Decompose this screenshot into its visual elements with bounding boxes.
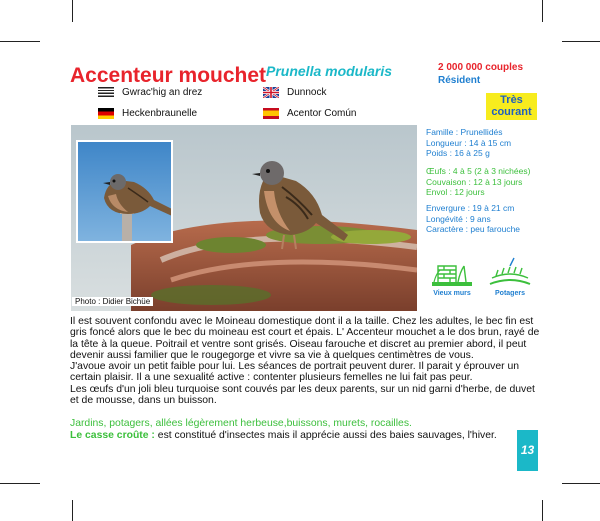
crop-mark xyxy=(0,41,40,42)
population: 2 000 000 couples xyxy=(438,62,524,73)
fact-item: Longévité : 9 ans xyxy=(426,213,491,224)
species-title: Accenteur mouchet xyxy=(70,64,267,87)
crop-mark xyxy=(562,483,600,484)
translation-label: Acentor Común xyxy=(287,108,357,119)
translation-spanish xyxy=(263,108,356,119)
fact-item: Couvaison : 12 à 13 jours xyxy=(426,176,523,187)
abundance-badge: Très courant xyxy=(486,93,537,120)
fact-item: Poids : 16 à 25 g xyxy=(426,148,490,158)
translation-german xyxy=(98,108,197,119)
inset-photo xyxy=(76,140,173,243)
photo-credit: Photo : Didier Bichüe xyxy=(72,297,153,306)
fact-item: Famille : Prunellidés xyxy=(426,127,503,137)
crop-mark xyxy=(542,500,543,521)
crop-mark xyxy=(562,41,600,42)
translation-label: Dunnock xyxy=(287,87,327,98)
status: Résident xyxy=(438,75,481,86)
uk-flag-icon xyxy=(263,87,279,98)
breton-flag-icon xyxy=(98,87,114,98)
description-paragraph: Il est souvent confondu avec le Moineau domestique dont il a la taille. Chez les adultes, le bec fin est gris foncé alors que le bec du moineau est court et épais. L' Accenteur mouchet a le dos brun, rayé de la tête à la queue. Poitrail et ventre sont grisés. Oiseau farouche et discret au premier abord, il peut devenir aussi familier que le rougegorge et vivre sa vie à quelques centimètres de vous. xyxy=(70,316,540,361)
habitat-text: Jardins, potagers, allées légèrement herbeuse,buissons, murets, rocailles. xyxy=(70,418,412,429)
crop-mark xyxy=(72,0,73,22)
old-walls-icon xyxy=(430,256,474,293)
facts-size xyxy=(426,203,520,235)
fact-item: Longueur : 14 à 15 cm xyxy=(426,137,512,148)
habitat-label: Potagers xyxy=(495,290,525,297)
fact-item: Envergure : 19 à 21 cm xyxy=(426,203,515,213)
description xyxy=(70,316,542,406)
translation-english xyxy=(263,87,326,98)
crop-mark xyxy=(0,483,40,484)
crop-mark xyxy=(542,0,543,22)
food-line xyxy=(70,430,497,441)
facts-breeding xyxy=(426,166,530,198)
fact-item: Caractère : peu farouche xyxy=(426,224,521,234)
germany-flag-icon xyxy=(98,108,114,119)
translation-breton xyxy=(98,87,202,98)
translation-label: Gwrac'hig an drez xyxy=(122,87,203,98)
fact-item: Œufs : 4 à 5 (2 à 3 nichées) xyxy=(426,166,531,176)
habitat-label: Vieux murs xyxy=(433,290,471,297)
description-paragraph: Les œufs d'un joli bleu turquoise sont couvés par les deux parents, sur un nid garni d'herbe, de duvet et de mousse, dans un buisson. xyxy=(70,383,535,407)
vegetable-garden-icon xyxy=(488,256,532,293)
food-label: Le casse croûte : xyxy=(70,430,155,441)
latin-name: Prunella modularis xyxy=(266,63,393,79)
fact-item: Envol : 12 jours xyxy=(426,187,485,197)
page-number: 13 xyxy=(517,430,538,471)
spain-flag-icon xyxy=(263,108,279,119)
crop-mark xyxy=(72,500,73,521)
description-paragraph: J'avoue avoir un petit faible pour lui. Les séances de portrait peuvent durer. Il parait y éprouver un certain plaisir. Il a une sexualité active : contenter plusieurs femelles ne lui fait pas peur. xyxy=(70,361,520,384)
food-text: est constitué d'insectes mais il apprécie aussi des baies sauvages, l'hiver. xyxy=(154,430,497,441)
translation-label: Heckenbraunelle xyxy=(122,108,198,119)
facts-general xyxy=(426,127,511,159)
